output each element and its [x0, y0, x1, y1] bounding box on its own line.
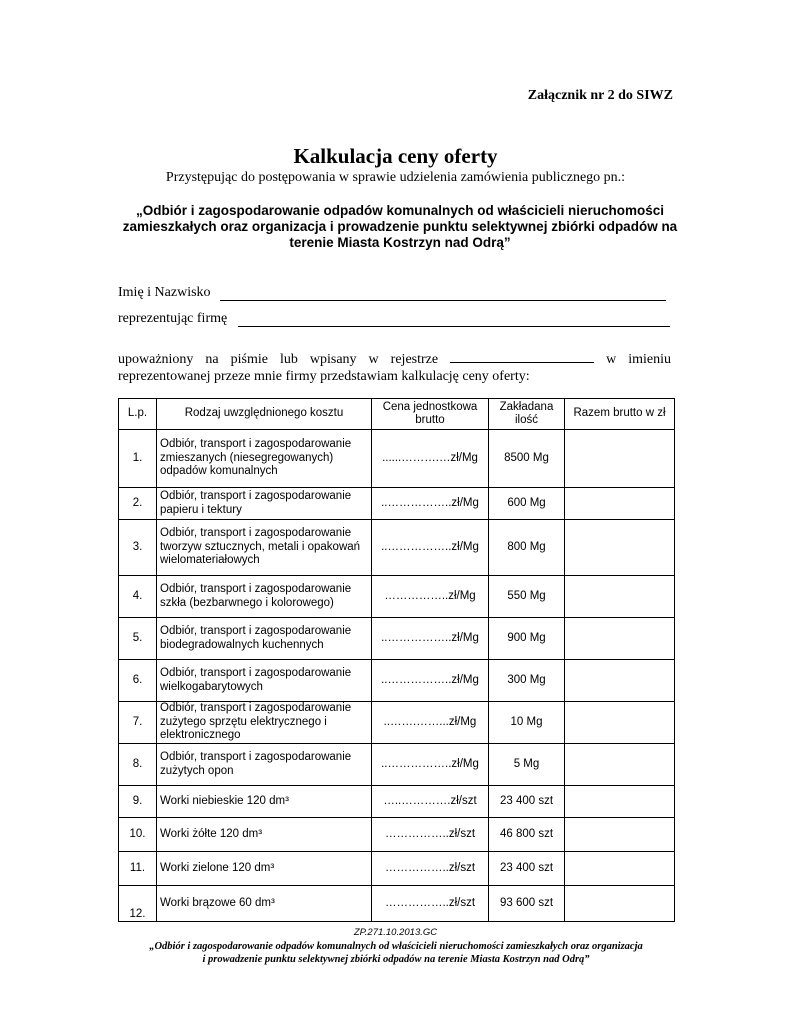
project-title: [110, 203, 690, 251]
row-lp: 7.: [119, 702, 157, 744]
table-row: [119, 852, 675, 886]
row-kind: Odbiór, transport i zagospodarowanie tworzyw sztucznych, metali i opakowań wielomateriałowych: [157, 520, 372, 576]
table-row: [119, 618, 675, 660]
table-row: [119, 786, 675, 818]
intro-text: Przystępując do postępowania w sprawie udzielenia zamówienia publicznego pn.:: [165, 170, 626, 185]
row-lp: 6.: [119, 660, 157, 702]
row-total[interactable]: [565, 430, 675, 488]
register-fill-line[interactable]: [450, 350, 594, 363]
row-total[interactable]: [565, 576, 675, 618]
table-row: [119, 886, 675, 922]
row-quantity: 8500 Mg: [489, 430, 565, 488]
row-quantity: 93 600 szt: [489, 886, 565, 922]
project-title-line-2: zamieszkałych oraz organizacja i prowadzenie punktu selektywnej zbiórki odpadów na: [122, 219, 678, 234]
row-unit-price[interactable]: ..…….……...zł/Mg: [372, 702, 489, 744]
footer-line-1: „Odbiór i zagospodarowanie odpadów komunalnych od właścicieli nieruchomości zamieszkałych oraz organizacja: [149, 941, 643, 952]
row-lp: 5.: [119, 618, 157, 660]
company-field[interactable]: [118, 311, 227, 327]
row-total[interactable]: [565, 886, 675, 922]
row-unit-price[interactable]: ..……………..zł/Mg: [372, 660, 489, 702]
table-row: [119, 520, 675, 576]
row-unit-price[interactable]: ……………..zł/szt: [372, 818, 489, 852]
name-label: Imię i Nazwisko: [118, 285, 211, 300]
row-kind: Odbiór, transport i zagospodarowanie zużytego sprzętu elektrycznego i elektronicznego: [157, 702, 372, 744]
row-quantity: 600 Mg: [489, 488, 565, 520]
table-row: [119, 702, 675, 744]
price-calculation-table: [118, 398, 675, 922]
row-lp: 2.: [119, 488, 157, 520]
row-lp: 11.: [119, 852, 157, 886]
row-lp: 9.: [119, 786, 157, 818]
project-title-line-1: „Odbiór i zagospodarowanie odpadów komunalnych od właścicieli nieruchomości: [135, 203, 665, 218]
row-total[interactable]: [565, 618, 675, 660]
row-quantity: 800 Mg: [489, 520, 565, 576]
header-total: Razem brutto w zł: [565, 399, 675, 430]
row-quantity: 5 Mg: [489, 744, 565, 786]
row-total[interactable]: [565, 818, 675, 852]
row-kind: Odbiór, transport i zagospodarowanie szkła (bezbarwnego i kolorowego): [157, 576, 372, 618]
row-quantity: 23 400 szt: [489, 852, 565, 886]
row-total[interactable]: [565, 744, 675, 786]
page-title: Kalkulacja ceny oferty: [293, 144, 498, 168]
row-quantity: 550 Mg: [489, 576, 565, 618]
table-row: [119, 744, 675, 786]
row-lp: 12.: [119, 886, 157, 922]
name-field[interactable]: [118, 285, 211, 301]
row-unit-price[interactable]: ……………..zł/szt: [372, 852, 489, 886]
table-row: [119, 430, 675, 488]
row-total[interactable]: [565, 488, 675, 520]
company-fill-line[interactable]: [238, 326, 670, 327]
row-lp: 8.: [119, 744, 157, 786]
row-unit-price[interactable]: …..………….zł/szt: [372, 786, 489, 818]
row-kind: Worki żółte 120 dm³: [157, 818, 372, 852]
row-kind: Odbiór, transport i zagospodarowanie zmieszanych (niesegregowanych) odpadów komunalnych: [157, 430, 372, 488]
project-title-line-3: terenie Miasta Kostrzyn nad Odrą”: [289, 235, 511, 250]
authorization-text-part-2: w imieniu reprezentowanej przeze mnie firmy przedstawiam kalkulację ceny oferty:: [118, 352, 672, 384]
header-kind: Rodzaj uwzględnionego kosztu: [157, 399, 372, 430]
authorization-text-part-1: upoważniony na piśmie lub wpisany w rejestrze: [118, 352, 439, 367]
row-kind: Worki niebieskie 120 dm³: [157, 786, 372, 818]
table-row: [119, 818, 675, 852]
table-row: [119, 660, 675, 702]
table-header-row: [119, 399, 675, 430]
row-kind: Odbiór, transport i zagospodarowanie papieru i tektury: [157, 488, 372, 520]
row-unit-price[interactable]: ..……………..zł/Mg: [372, 488, 489, 520]
row-unit-price[interactable]: ……………..zł/Mg: [372, 576, 489, 618]
footer-reference-code: ZP.271.10.2013.GC: [353, 927, 438, 938]
row-quantity: 10 Mg: [489, 702, 565, 744]
row-kind: Odbiór, transport i zagospodarowanie wielkogabarytowych: [157, 660, 372, 702]
name-fill-line[interactable]: [220, 300, 666, 301]
header-unit-price: Cena jednostkowa brutto: [372, 399, 489, 430]
table-row: [119, 576, 675, 618]
row-total[interactable]: [565, 520, 675, 576]
table-row: [119, 488, 675, 520]
row-kind: Odbiór, transport i zagospodarowanie biodegradowalnych kuchennych: [157, 618, 372, 660]
row-quantity: 300 Mg: [489, 660, 565, 702]
row-unit-price[interactable]: ……………..zł/szt: [372, 886, 489, 922]
row-lp: 4.: [119, 576, 157, 618]
row-kind: Worki brązowe 60 dm³: [157, 886, 372, 922]
row-lp: 1.: [119, 430, 157, 488]
footer-line-2: i prowadzenie punktu selektywnej zbiórki odpadów na terenie Miasta Kostrzyn nad Odrą”: [202, 954, 590, 965]
row-quantity: 900 Mg: [489, 618, 565, 660]
row-unit-price[interactable]: ..……………..zł/Mg: [372, 618, 489, 660]
row-unit-price[interactable]: ..……………..zł/Mg: [372, 520, 489, 576]
row-lp: 3.: [119, 520, 157, 576]
header-lp: L.p.: [119, 399, 157, 430]
row-total[interactable]: [565, 786, 675, 818]
row-unit-price[interactable]: ..……………..zł/Mg: [372, 744, 489, 786]
attachment-label: Załącznik nr 2 do SIWZ: [527, 88, 673, 103]
row-quantity: 46 800 szt: [489, 818, 565, 852]
row-unit-price[interactable]: ......……….…zł/Mg: [372, 430, 489, 488]
footer-project-title: [118, 940, 674, 966]
header-quantity: Zakładana ilość: [489, 399, 565, 430]
row-total[interactable]: [565, 702, 675, 744]
row-kind: Odbiór, transport i zagospodarowanie zużytych opon: [157, 744, 372, 786]
company-label: reprezentując firmę: [118, 311, 228, 326]
row-quantity: 23 400 szt: [489, 786, 565, 818]
row-total[interactable]: [565, 852, 675, 886]
row-kind: Worki zielone 120 dm³: [157, 852, 372, 886]
row-total[interactable]: [565, 660, 675, 702]
row-lp: 10.: [119, 818, 157, 852]
authorization-statement: [118, 350, 671, 385]
